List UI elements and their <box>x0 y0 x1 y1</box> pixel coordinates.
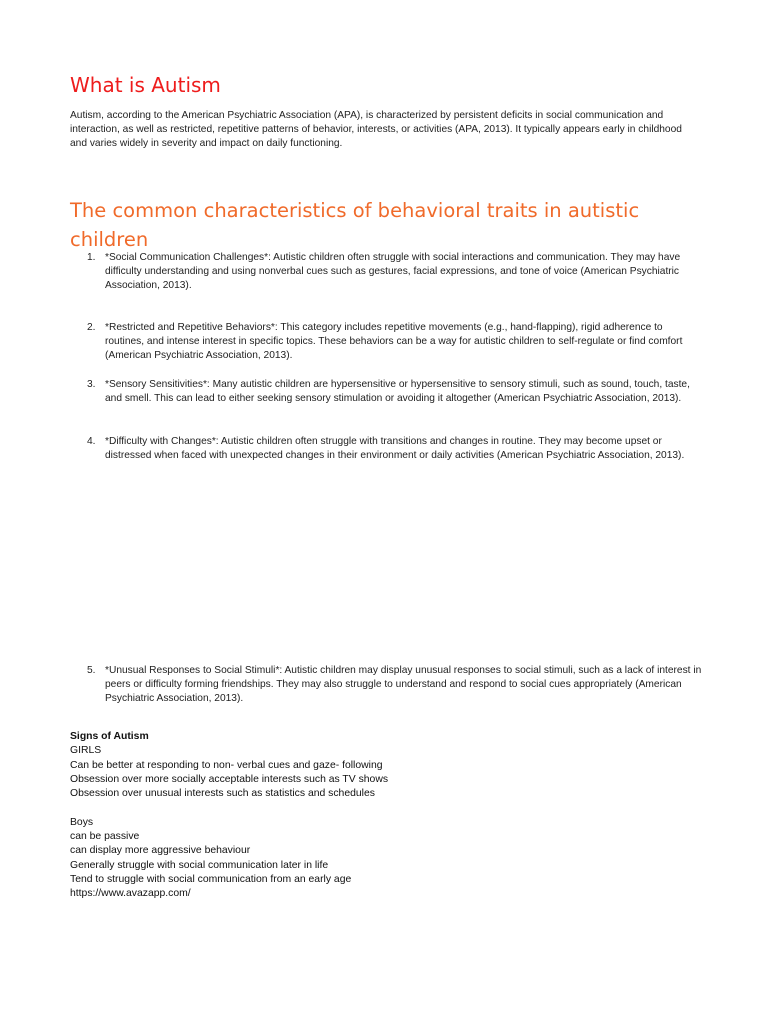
girls-sign: Obsession over more socially acceptable interests such as TV shows <box>70 773 389 785</box>
list-item <box>87 251 702 294</box>
list-item-number: 1. <box>87 252 96 263</box>
girls-sign: Obsession over unusual interests such as statistics and schedules <box>70 788 375 800</box>
list-item <box>87 321 702 364</box>
girls-label: GIRLS <box>70 745 102 757</box>
girls-sign: Can be better at responding to non- verbal cues and gaze- following <box>70 759 383 771</box>
boys-sign: Tend to struggle with social communication from an early age <box>70 873 352 885</box>
signs-heading: Signs of Autism <box>70 731 149 742</box>
intro-paragraph: Autism, according to the American Psychiatric Association (APA), is characterized by persistent deficits in social communication and interaction, as well as restricted, repetitive patterns of behavior, interests, or activities (APA, 2013). It typically appears early in childhood and varies widely in severity and impact on daily functioning. <box>70 110 682 150</box>
list-item-number: 5. <box>87 665 96 676</box>
list-item-text: *Difficulty with Changes*: Autistic children often struggle with transitions and changes in routine. They may become upset or distressed when faced with unexpected changes in their environment or daily activities (American Psychiatric Association, 2013). <box>105 436 685 462</box>
list-item <box>87 435 702 463</box>
boys-sign: can display more aggressive behaviour <box>70 845 251 857</box>
list-item-text: *Social Communication Challenges*: Autistic children often struggle with social interactions and communication. They may have difficulty understanding and using nonverbal cues such as gestures, facial expressions, and tone of voice (American Psychiatric Association, 2013). <box>105 252 681 292</box>
list-item <box>87 378 702 406</box>
blank-line <box>70 801 670 815</box>
list-item-text: *Sensory Sensitivities*: Many autistic children are hypersensitive or hypersensitive to sensory stimuli, such as sound, touch, taste, and smell. This can lead to either seeking sensory stimulation or avoiding it altogether (American Psychiatric Association, 2013). <box>105 379 690 405</box>
list-item-number: 2. <box>87 322 96 333</box>
boys-sign: can be passive <box>70 831 140 843</box>
list-item-text: *Restricted and Repetitive Behaviors*: This category includes repetitive movements (e.g., hand-flapping), rigid adherence to routines, and intense interest in specific topics. These behaviors can be a way for autistic children to self-regulate or find comfort (American Psychiatric Association, 2013). <box>105 322 683 362</box>
boys-label: Boys <box>70 816 94 828</box>
signs-of-autism-section <box>70 730 670 902</box>
list-item <box>87 664 702 707</box>
list-item-number: 3. <box>87 379 96 390</box>
list-item-text: *Unusual Responses to Social Stimuli*: Autistic children may display unusual responses to social stimuli, such as a lack of interest in peers or difficulty forming friendships. They may also struggle to understand and respond to social cues appropriately (American Psychiatric Association, 2013). <box>105 665 702 705</box>
list-item-number: 4. <box>87 436 96 447</box>
source-link[interactable]: https://www.avazapp.com/ <box>70 888 191 900</box>
section-title-what-is-autism: What is Autism <box>70 73 221 97</box>
boys-sign: Generally struggle with social communication later in life <box>70 859 329 871</box>
section-title-characteristics: The common characteristics of behavioral traits in autistic children <box>70 199 640 251</box>
